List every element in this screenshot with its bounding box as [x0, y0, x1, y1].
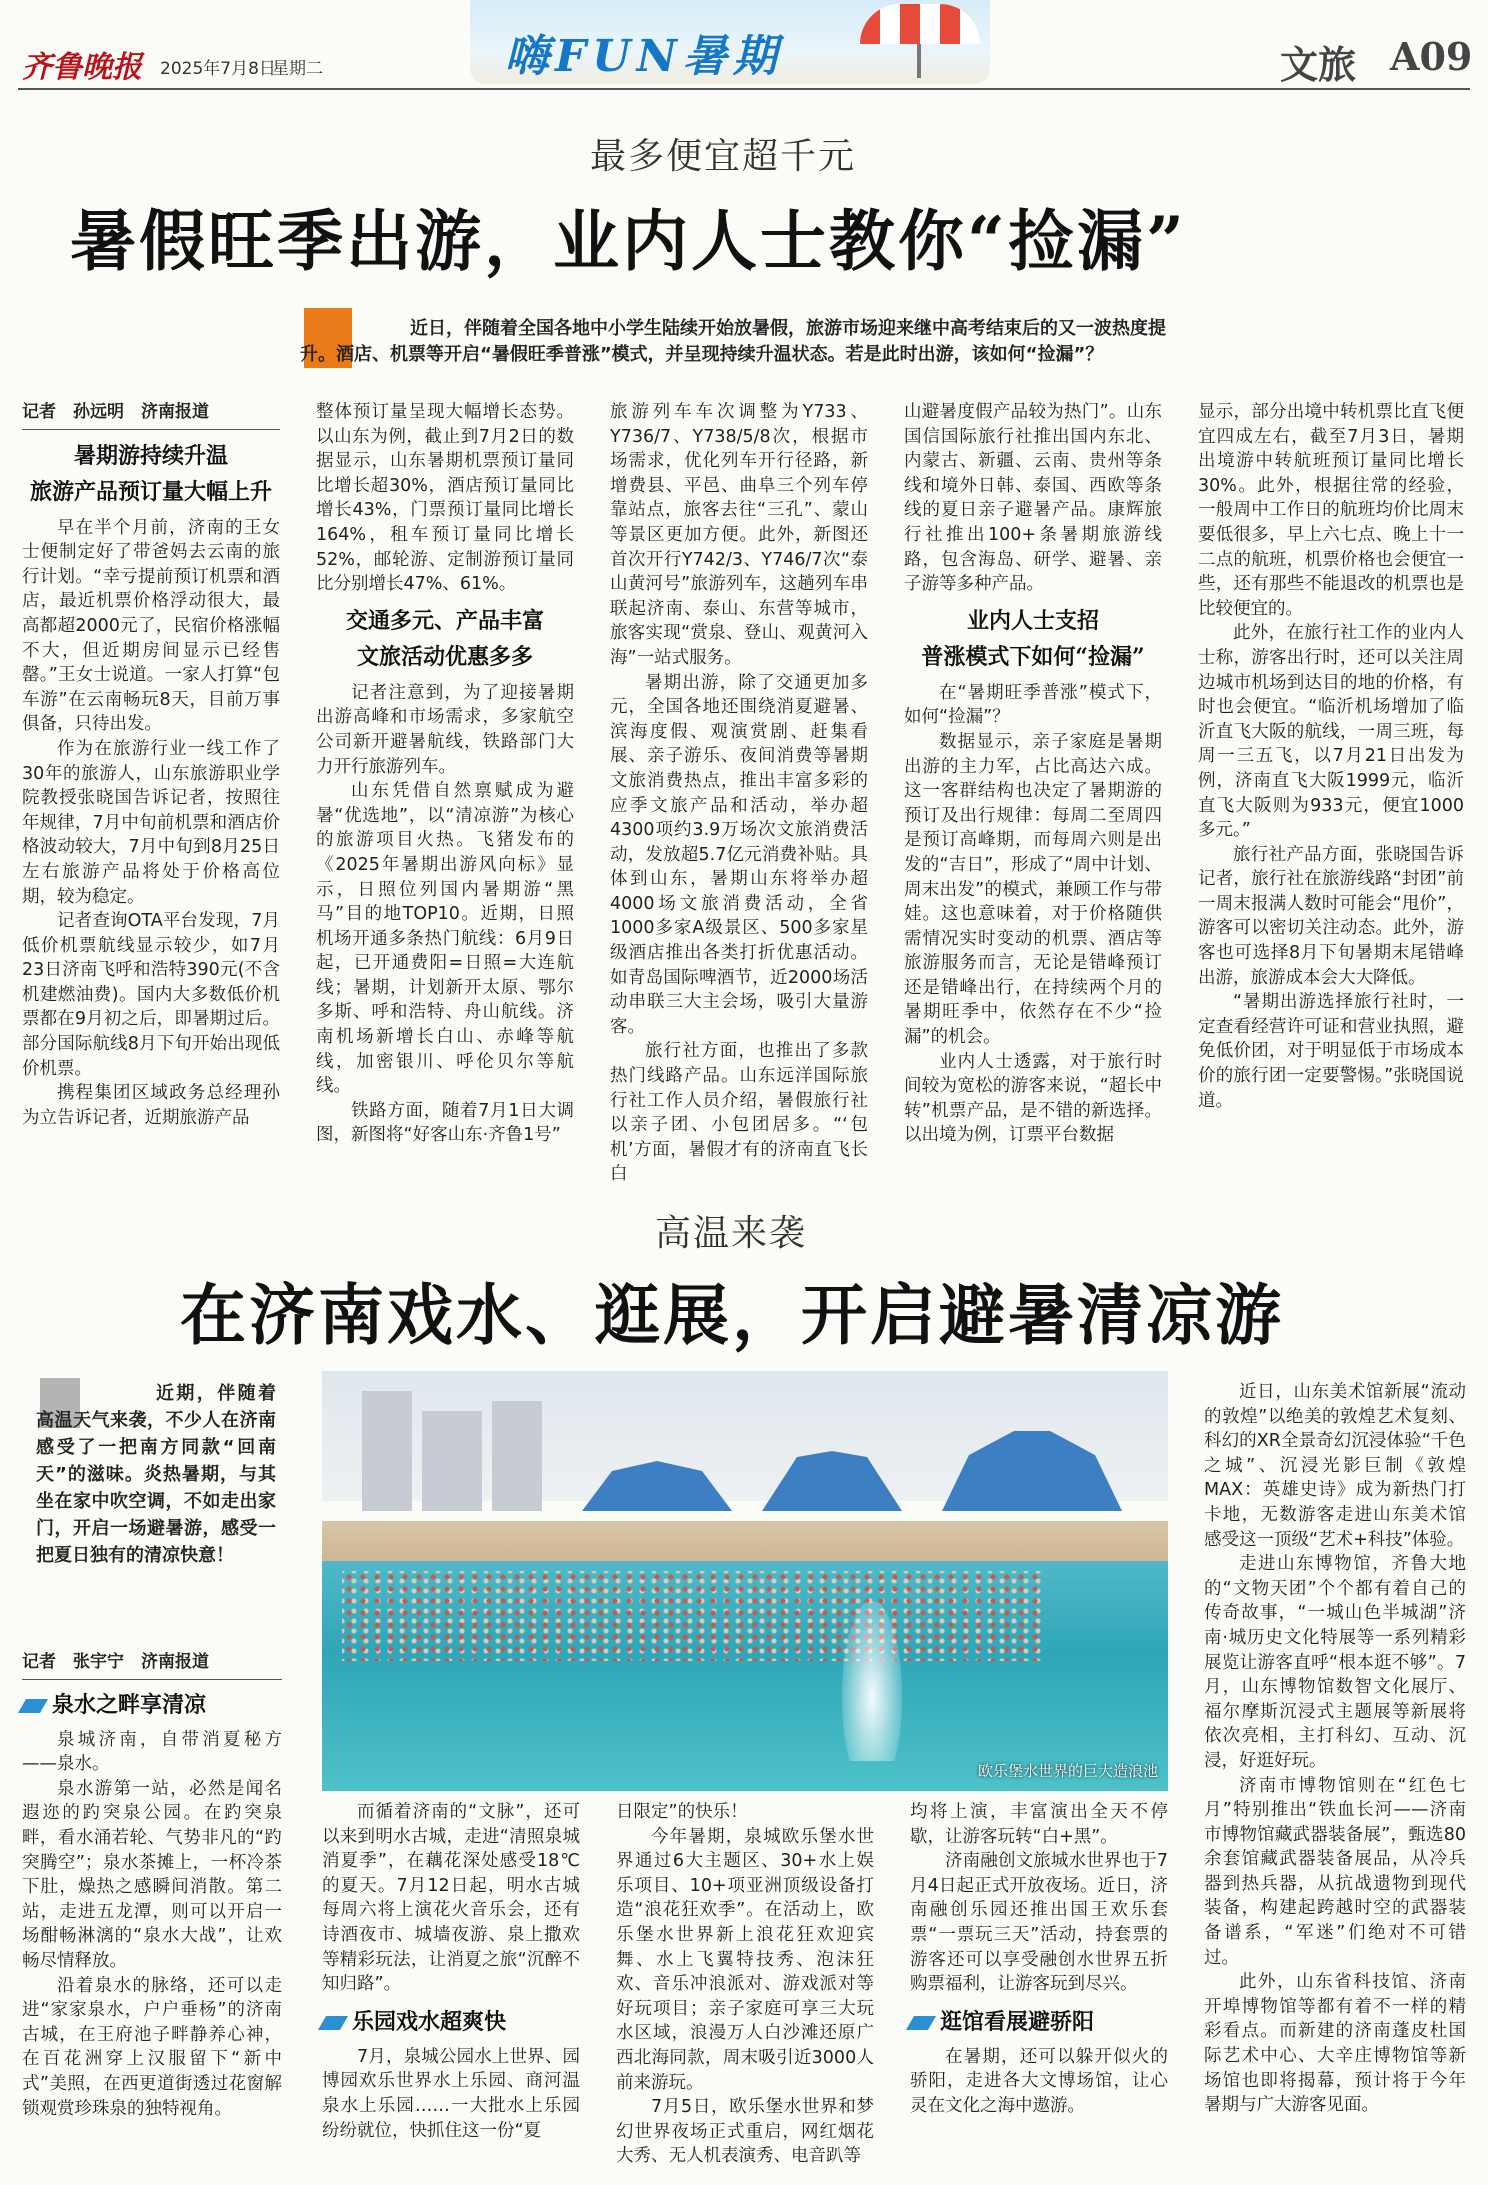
article2-subhead2: 乐园戏水超爽快	[322, 2005, 580, 2039]
article2-subhead1: 泉水之畔享清凉	[22, 1688, 282, 1722]
article1-col1: 记者 孙远明 济南报道 暑期游持续升温 旅游产品预订量大幅上升 早在半个月前，济南的王女士便制定好了带爸妈去云南的旅行计划。“幸亏提前预订机票和酒店，最近机票价格浮动很大，最高都超2000元了，民宿价格涨幅不大，但近期房间显示已经售罄。”王女士说道。一家人打算“包车游”在云南畅玩8天，目前万事俱备，只待出发。 作为在旅游行业一线工作了30年的旅游人，山东旅游职业学院教授张晓国告诉记者，按照往年规律，7月中旬前机票和酒店价格波动较大，7月中旬到8月25日左右旅游产品将处于价格高位期，较为稳定。 记者查询OTA平台发现，7月低价机票航线显示较少，如7月23日济南飞呼和浩特390元(不含机建燃油费)。国内大多数低价机票都在9月初之后，即暑期过后。部分国际航线8月下旬开始出现低价机票。 携程集团区域政务总经理孙为立告诉记者，近期旅游产品	[22, 402, 280, 1128]
article1-col2: 整体预订量呈现大幅增长态势。以山东为例，截止到7月2日的数据显示，山东暑期机票预订量同比增长超30%，酒店预订量同比增长43%，门票预订量同比增长164%，租车预订量同比增长52%，邮轮游、定制游预订量同比分别增长47%、61%。 交通多元、产品丰富 文旅活动优惠多多 记者注意到，为了迎接暑期出游高峰和市场需求，多家航空公司新开避暑航线，铁路部门大力开行旅游列车。 山东凭借自然禀赋成为避暑“优选地”，以“清凉游”为核心的旅游项目火热。飞猪发布的《2025年暑期出游风向标》显示，日照位列国内暑期游“黑马”目的地TOP10。近期，日照机场开通多条热门航线：6月9日起，已开通费阳=日照=大连航线；暑期，计划新开太原、鄂尔多斯、呼和浩特、舟山航线。济南机场新增长白山、赤峰等航线，加密银川、呼伦贝尔等航线。 铁路方面，随着7月1日大调图，新图将“好客山东·齐鲁1号”	[316, 402, 574, 1146]
article2-col2: 而循着济南的“文脉”，还可以来到明水古城，走进“清照泉城消夏季”，在藕花深处感受18℃的夏天。7月12日起，明水古城每周六将上演花火音乐会，还有诗酒夜市、城墙夜游、泉上撒欢等精彩玩法，让消夏之旅“沉醉不知归路”。 乐园戏水超爽快 7月，泉城公园水上世界、园博园欢乐世界水上乐园、商河温泉水上乐园……一大批水上乐园纷纷就位，快抓住这一份“夏	[322, 1800, 580, 2170]
article1-col5: 显示，部分出境中转机票比直飞便宜四成左右，截至7月3日，暑期出境游中转航班预订量同比增长30%。此外，根据往常的经验，一般周中工作日的航班均价比周末要低很多，早上六七点、晚上十一二点的航班，机票价格也会便宜一些，还有那些不能退改的机票也是比较便宜的。 此外，在旅行社工作的业内人士称，游客出行时，还可以关注周边城市机场到达目的地的价格，有时也会便宜。“临沂机场增加了临沂直飞大阪的航线，一周三班，每周一三五飞，以7月21日出发为例，济南直飞大阪1999元，临沂直飞大阪则为933元，便宜1000多元。” 旅行社产品方面，张晓国告诉记者，旅行社在旅游线路“封团”前一周末报满人数时可能会“甩价”，游客可以密切关注动态。此外，游客也可选择8月下旬暑期末尾错峰出游，旅游成本会大大降低。 “暑期出游选择旅行社时，一定查看经营许可证和营业执照，避免低价团，对于明显低于市场成本价的旅行团一定要警惕。”张晓国说道。	[1198, 402, 1464, 1111]
issue-weekday: 星期二	[272, 59, 323, 79]
banner-title: 嗨FUN暑期	[505, 31, 783, 82]
section-name: 文旅	[1280, 42, 1357, 87]
article2-subhead3: 逛馆看展避骄阳	[910, 2005, 1168, 2039]
article1-subhead1: 暑期游持续升温 旅游产品预订量大幅上升	[29, 442, 272, 505]
paper-name: 齐鲁晚报	[22, 50, 142, 85]
water-park-photo	[322, 1371, 1168, 1791]
section-arrow-icon	[906, 2016, 936, 2030]
article2-col4: 均将上演，丰富演出全天不停歇，让游客玩转“白+黑”。 济南融创文旅城水世界也于7月4日起正式开放夜场。近日，济南融创乐园还推出国王欢乐套票“一票玩三天”活动，持套票的游客还可以享受融创水世界五折购票福利，让游客玩到尽兴。 逛馆看展避骄阳 在暑期，还可以躲开似火的骄阳，走进各大文博场馆，让心灵在文化之海中遨游。	[910, 1800, 1168, 2170]
umbrella-pole	[917, 44, 921, 78]
article1-headline: 暑假旺季出游，业内人士教你“捡漏”	[70, 202, 1187, 280]
article1-subhead2: 交通多元、产品丰富 文旅活动优惠多多	[345, 607, 544, 670]
article2-col3: 日限定”的快乐！ 今年暑期，泉城欧乐堡水世界通过6大主题区、30+水上娱乐项目、10+项亚洲顶级设备打造“浪花狂欢季”。在活动上，欧乐堡水世界新上浪花狂欢迎宾舞、水上飞翼特技秀、泡沫狂欢、音乐冲浪派对、游戏派对等好玩项目；亲子家庭可享三大玩水区域，浪漫万人白沙滩还原广西北海同款，周末吸引近3000人前来游玩。 7月5日，欧乐堡水世界和梦幻世界夜场正式重启，网红烟花大秀、无人机表演秀、电音趴等	[616, 1802, 874, 2167]
article1-lead: 近日，伴随着全国各地中小学生陆续开始放暑假，旅游市场迎来继中高考结束后的又一波热度提升。酒店、机票等开启“暑假旺季普涨”模式，并呈现持续升温状态。若是此时出游，该如何“捡漏”？	[300, 318, 1166, 365]
article1-col4: 山避暑度假产品较为热门”。山东国信国际旅行社推出国内东北、内蒙古、新疆、云南、贵州等条线和境外日韩、泰国、西欧等条线的夏日亲子避暑产品。康辉旅行社推出100+条暑期旅游线路，包含海岛、研学、避暑、亲子游等多种产品。 业内人士支招 普涨模式下如何“捡漏” 在“暑期旺季普涨”模式下，如何“捡漏”？ 数据显示，亲子家庭是暑期出游的主力军，占比高达六成。这一客群结构也决定了暑期游的预订及出行规律：每周二至周四是预订高峰期，而每周六则是出发的“吉日”，形成了“周中计划、周末出发”的模式，兼顾工作与带娃。这也意味着，对于价格随供需情况实时变动的机票、酒店等旅游服务而言，无论是错峰预订还是错峰出行，在持续两个月的暑期旺季中，依然存在不少“捡漏”的机会。 业内人士透露，对于旅行时间较为宽松的游客来说，“超长中转”机票产品，是不错的新选择。以出境为例，订票平台数据	[904, 402, 1162, 1146]
article2-kicker: 高温来袭	[655, 1213, 808, 1254]
photo-caption: 欧乐堡水世界的巨大造浪池	[977, 1762, 1158, 1780]
article2-col5: 近日，山东美术馆新展“流动的敦煌”以绝美的敦煌艺术复刻、科幻的XR全景奇幻沉浸体验“千色之城”、沉浸光影巨制《敦煌MAX：英雄史诗》成为新热门打卡地，无数游客走进山东美术馆感受这一顶级“艺术+科技”体验。 走进山东博物馆，齐鲁大地的“文物天团”个个都有着自己的传奇故事，“一城山色半城湖”济南·城历史文化特展等一系列精彩展览让游客直呼“根本逛不够”。7月，山东博物馆数智文化展厅、福尔摩斯沉浸式主题展等新展将依次亮相，主打科幻、互动、沉浸，好逛好玩。 济南市博物馆则在“红色七月”特别推出“铁血长河——济南市博物馆藏武器装备展”，甄选80余套馆藏武器装备展品，从冷兵器到热兵器，从抗战遗物到现代装备，构建起跨越时空的武器装备谱系，“军迷”们绝对不可错过。 此外，山东省科技馆、济南开埠博物馆等都有着不一样的精彩看点。而新建的济南蓬皮杜国际艺术中心、大辛庄博物馆等新场馆也即将揭幕，预计将于今年暑期与广大游客见面。	[1204, 1382, 1466, 2116]
article2-byline: 记者 张宇宁 济南报道	[22, 1650, 282, 1680]
article2-lead: 近期，伴随着高温天气来袭，不少人在济南感受了一把南方同款“回南天”的滋味。炎热暑期，与其坐在家中吹空调，不如走出家门，开启一场避暑游，感受一把夏日独有的清凉快意！	[36, 1383, 276, 1566]
article2-headline: 在济南戏水、逛展，开启避暑清凉游	[180, 1276, 1284, 1354]
article1-col3: 旅游列车车次调整为Y733、Y736/7、Y738/5/8次，根据市场需求，优化列车开行径路，新增费县、平邑、曲阜三个列车停靠站点，旅客去往“三孔”、蒙山等景区更加方便。此外，新图还首次开行Y742/3、Y746/7次“泰山黄河号”旅游列车，这趟列车串联起济南、泰山、东营等城市，旅客实现“赏泉、登山、观黄河入海”一站式服务。 暑期出游，除了交通更加多元，全国各地还围绕消夏避暑、滨海度假、观演赏剧、赶集看展、亲子游乐、夜间消费等暑期文旅消费热点，推出丰富多彩的应季文旅产品和活动，举办超4300项约3.9万场次文旅消费活动，发放超5.7亿元消费补贴。具体到山东，暑期山东将举办超4000场文旅消费活动，全省1000多家A级景区、500多家星级酒店推出各类打折优惠活动。如青岛国际啤酒节，近2000场活动串联三大主会场，吸引大量游客。 旅行社方面，也推出了多款热门线路产品。山东远洋国际旅行社工作人员介绍，暑假旅行社以亲子团、小包团居多。“‘包机’方面，暑假才有的济南直飞长白	[610, 402, 868, 1185]
section-arrow-icon	[318, 2016, 348, 2030]
article1-byline: 记者 孙远明 济南报道	[22, 400, 280, 430]
article1-kicker: 最多便宜超千元	[590, 136, 857, 177]
beach-umbrella-icon	[860, 4, 980, 44]
article2-col1: 记者 张宇宁 济南报道 泉水之畔享清凉 泉城济南，自带消夏秘方——泉水。 泉水游第一站，必然是闻名遐迩的趵突泉公园。在趵突泉畔，看水涌若轮、气势非凡的“趵突腾空”；泉水茶摊上，一杯冷茶下肚，燥热之感瞬间消散。第二站，走进五龙潭，则可以开启一场酣畅淋漓的“泉水大战”，让欢畅尽情释放。 沿着泉水的脉络，还可以走进“家家泉水，户户垂杨”的济南古城，在王府池子畔静养心神，在百花洲穿上汉服留下“新中式”美照，在西更道街透过花窗解锁观赏珍珠泉的独特视角。	[22, 1650, 282, 2170]
article1-subhead3: 业内人士支招 普涨模式下如何“捡漏”	[921, 607, 1145, 670]
masthead	[0, 0, 1488, 88]
masthead-rule	[18, 88, 1470, 90]
issue-date: 2025年7月8日	[160, 59, 276, 79]
page-number: A09	[1390, 34, 1473, 79]
section-arrow-icon	[18, 1699, 48, 1713]
